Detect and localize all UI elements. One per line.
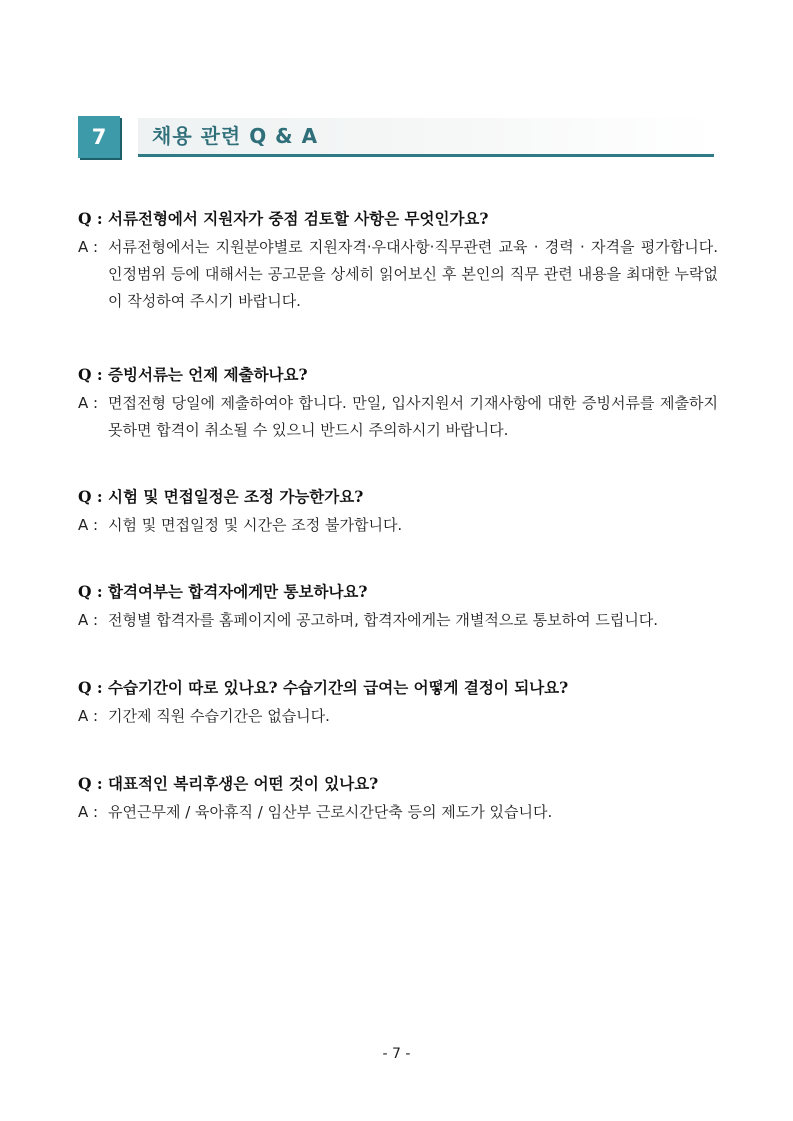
question-prefix: Q : bbox=[78, 365, 109, 384]
qa-answer bbox=[78, 703, 718, 730]
answer-text: 서류전형에서는 지원분야별로 지원자격·우대사항·직무관련 교육 · 경력 · 자격을 평가합니다. 인정범위 등에 대해서는 공고문을 상세히 읽어보신 후 본인의 직무 관련 내용을 최대한 누락없이 작성하여 주시기 바랍니다. bbox=[108, 238, 718, 310]
section-header bbox=[78, 116, 714, 158]
qa-item bbox=[78, 771, 718, 831]
answer-prefix: A : bbox=[78, 611, 99, 629]
qa-question bbox=[78, 579, 718, 605]
answer-text: 유연근무제 / 육아휴직 / 임산부 근로시간단축 등의 제도가 있습니다. bbox=[108, 803, 553, 821]
section-title: 채용 관련 Q & A bbox=[152, 124, 319, 148]
qa-question bbox=[78, 206, 718, 232]
qa-item bbox=[78, 579, 718, 675]
question-prefix: Q : bbox=[78, 209, 109, 228]
qa-question bbox=[78, 362, 718, 388]
qa-item bbox=[78, 362, 718, 484]
qa-item bbox=[78, 206, 718, 362]
question-prefix: Q : bbox=[78, 774, 109, 793]
question-prefix: Q : bbox=[78, 487, 109, 506]
question-text: 증빙서류는 언제 제출하나요? bbox=[108, 365, 308, 384]
answer-text: 면접전형 당일에 제출하여야 합니다. 만일, 입사지원서 기재사항에 대한 증빙서류를 제출하지 못하면 합격이 취소될 수 있으니 반드시 주의하시기 바랍니다. bbox=[108, 394, 718, 439]
qa-question bbox=[78, 484, 718, 510]
qa-answer bbox=[78, 512, 718, 539]
qa-answer bbox=[78, 607, 718, 634]
question-text: 합격여부는 합격자에게만 통보하나요? bbox=[108, 582, 368, 601]
question-prefix: Q : bbox=[78, 582, 109, 601]
answer-text: 전형별 합격자를 홈페이지에 공고하며, 합격자에게는 개별적으로 통보하여 드립니다. bbox=[108, 611, 659, 629]
answer-text: 기간제 직원 수습기간은 없습니다. bbox=[108, 707, 330, 725]
answer-text: 시험 및 면접일정 및 시간은 조정 불가합니다. bbox=[108, 516, 403, 534]
page-number: - 7 - bbox=[382, 1046, 411, 1062]
section-title-bar bbox=[138, 118, 714, 157]
qa-list bbox=[78, 206, 718, 831]
answer-prefix: A : bbox=[78, 707, 99, 725]
qa-answer bbox=[78, 799, 718, 826]
answer-prefix: A : bbox=[78, 516, 99, 534]
qa-question bbox=[78, 771, 718, 797]
qa-item bbox=[78, 484, 718, 579]
answer-prefix: A : bbox=[78, 803, 99, 821]
qa-question bbox=[78, 675, 718, 701]
qa-item bbox=[78, 675, 718, 771]
question-text: 대표적인 복리후생은 어떤 것이 있나요? bbox=[108, 774, 379, 793]
qa-answer bbox=[78, 234, 718, 315]
answer-prefix: A : bbox=[78, 394, 99, 412]
question-prefix: Q : bbox=[78, 678, 109, 697]
answer-prefix: A : bbox=[78, 238, 99, 256]
question-text: 서류전형에서 지원자가 중점 검토할 사항은 무엇인가요? bbox=[108, 209, 489, 228]
question-text: 수습기간이 따로 있나요? 수습기간의 급여는 어떻게 결정이 되나요? bbox=[108, 678, 569, 697]
question-text: 시험 및 면접일정은 조정 가능한가요? bbox=[108, 487, 364, 506]
section-number-badge: 7 bbox=[78, 116, 120, 158]
qa-answer bbox=[78, 390, 718, 444]
